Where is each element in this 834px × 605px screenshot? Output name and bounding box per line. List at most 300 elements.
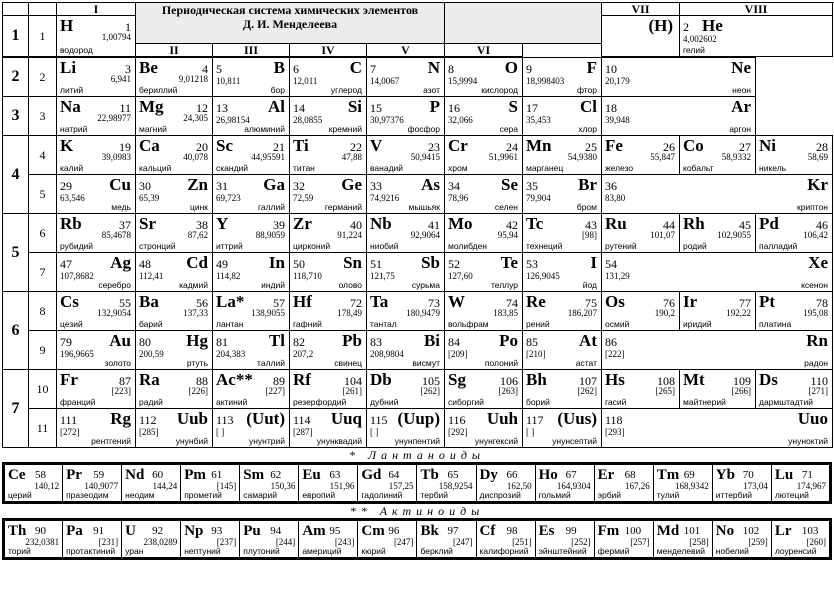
element-name: неон: [732, 85, 751, 95]
element-Na[interactable]: [57, 97, 136, 136]
element-symbol: Tc: [526, 214, 544, 233]
element-Mn[interactable]: [523, 136, 602, 175]
element-mass: 9,01218: [178, 74, 208, 84]
element-Sc[interactable]: [213, 136, 290, 175]
element-mass: 72,59: [293, 193, 314, 203]
element-name: унуноктий: [788, 436, 828, 446]
element-N[interactable]: [367, 58, 445, 97]
element-symbol: Er: [597, 467, 615, 483]
element-symbol: Uuo: [797, 409, 828, 428]
element-Lr[interactable]: [771, 520, 830, 559]
element-number: 49: [216, 257, 228, 271]
element-name: тулий: [656, 490, 680, 500]
element-Po[interactable]: [445, 331, 523, 370]
element-symbol: Fe: [605, 136, 623, 155]
element-name: унунтрий: [248, 436, 285, 446]
element-number: 31: [216, 179, 228, 193]
element-mass: 164,9304: [556, 481, 591, 491]
element-symbol: Mt: [683, 370, 705, 389]
group-header-II: II: [136, 44, 213, 57]
element-B[interactable]: [213, 58, 290, 97]
element-Cr[interactable]: [445, 136, 523, 175]
element-Uup[interactable]: [367, 409, 445, 448]
element-Gd[interactable]: [358, 464, 417, 503]
period-label: 3: [3, 97, 29, 136]
element-Ru[interactable]: [602, 214, 680, 253]
element-number: 48: [139, 257, 151, 271]
element-name: уран: [125, 546, 144, 556]
element-number: 99: [565, 525, 577, 537]
element-number: 113: [216, 413, 234, 427]
period-label: 6: [3, 292, 29, 370]
element-Se[interactable]: [445, 175, 523, 214]
element-mass: 162,50: [506, 481, 532, 491]
element-number: 92: [152, 525, 164, 537]
element-Ir[interactable]: [680, 292, 756, 331]
element-Pr[interactable]: [63, 464, 122, 503]
element-Ni[interactable]: [756, 136, 833, 175]
element-mass: [292]: [448, 427, 468, 437]
element-name: фосфор: [407, 124, 440, 134]
element-mass: 22,98977: [97, 113, 131, 123]
element-name: унунпентий: [394, 436, 440, 446]
element-Hs[interactable]: [602, 370, 680, 409]
element-Eu[interactable]: [299, 464, 358, 503]
element-number: 78: [816, 296, 828, 310]
element-mass: 92,9064: [410, 230, 440, 240]
element-symbol: Te: [500, 253, 518, 272]
element-Hg[interactable]: [136, 331, 213, 370]
element-Ar[interactable]: [602, 97, 756, 136]
element-name: кадмий: [179, 280, 208, 290]
element-name: радий: [139, 397, 163, 407]
element-Lu[interactable]: [771, 464, 830, 503]
element-number: 19: [119, 140, 131, 154]
element-Cs[interactable]: [57, 292, 136, 331]
element-number: 65: [447, 469, 459, 481]
element-number: 17: [526, 101, 538, 115]
element-mass: [244]: [275, 537, 296, 547]
element-symbol: Zn: [187, 175, 208, 194]
element-mass: 91,224: [337, 230, 362, 240]
element-Pd[interactable]: [756, 214, 833, 253]
element-Fm[interactable]: [594, 520, 653, 559]
element-Uus[interactable]: [523, 409, 602, 448]
element-symbol: Es: [538, 523, 555, 539]
element-mass: 102,9055: [717, 230, 751, 240]
element-symbol: He: [702, 16, 723, 35]
element-mass: 190,2: [654, 308, 675, 318]
element-name: иттербий: [715, 490, 753, 500]
element-Uub[interactable]: [136, 409, 213, 448]
element-name: олово: [338, 280, 362, 290]
element-Es[interactable]: [535, 520, 594, 559]
element-number: 12: [196, 101, 208, 115]
element-name: нептуний: [184, 546, 221, 556]
element-H-group7: (H): [602, 16, 680, 57]
element-mass: [98]: [582, 230, 597, 240]
element-Fe[interactable]: [602, 136, 680, 175]
element-name: тербий: [420, 490, 449, 500]
element-Li[interactable]: [57, 58, 136, 97]
element-Ce[interactable]: [4, 464, 63, 503]
element-Kr[interactable]: [602, 175, 833, 214]
element-name: литий: [60, 85, 84, 95]
element-name: менделевий: [656, 546, 706, 556]
element-name: железо: [605, 163, 634, 173]
element-number: 9: [526, 62, 532, 76]
element-Hf[interactable]: [290, 292, 367, 331]
element-number: 91: [93, 525, 105, 537]
element-Al[interactable]: [213, 97, 290, 136]
element-number: 75: [585, 296, 597, 310]
element-Cu[interactable]: [57, 175, 136, 214]
element-number: 86: [605, 335, 617, 349]
element-number: 102: [742, 525, 760, 537]
element-name: хром: [448, 163, 468, 173]
element-number: 60: [152, 469, 164, 481]
element-Si[interactable]: [290, 97, 367, 136]
element-symbol: Ne: [731, 58, 751, 77]
element-name: титан: [293, 163, 315, 173]
element-number: 28: [816, 140, 828, 154]
element-Rg[interactable]: [57, 409, 136, 448]
element-number: 90: [35, 525, 46, 537]
element-mass: 168,9342: [675, 481, 709, 491]
element-name: сиборгий: [448, 397, 484, 407]
group-header-VIII: VIII: [680, 3, 833, 16]
element-Ag[interactable]: [57, 253, 136, 292]
element-K[interactable]: [57, 136, 136, 175]
element-number: 57: [273, 296, 285, 310]
main-table: [2, 2, 833, 57]
element-Md[interactable]: [653, 520, 712, 559]
element-Mt[interactable]: [680, 370, 756, 409]
element-name: марганец: [526, 163, 564, 173]
element-name: европий: [302, 490, 336, 500]
element-name: ртуть: [186, 358, 208, 368]
element-number: 58: [35, 469, 46, 481]
element-Sb[interactable]: [367, 253, 445, 292]
element-Au[interactable]: [57, 331, 136, 370]
element-Th[interactable]: [4, 520, 63, 559]
element-mass: [265]: [655, 386, 675, 396]
element-mass: 35,453: [526, 115, 551, 125]
element-name: водород: [60, 45, 93, 55]
element-symbol: Yb: [715, 467, 735, 483]
element-Rh[interactable]: [680, 214, 756, 253]
element-name: радон: [804, 358, 828, 368]
element-mass: 15,9994: [448, 76, 478, 86]
element-mass: [257]: [630, 537, 650, 547]
element-Be[interactable]: [136, 58, 213, 97]
element-Ta[interactable]: [367, 292, 445, 331]
element-mass: 65,39: [139, 193, 160, 203]
element-symbol: Rb: [60, 214, 82, 233]
element-name: индий: [261, 280, 285, 290]
element-symbol: V: [370, 136, 383, 155]
element-P[interactable]: [367, 97, 445, 136]
element-number: 8: [448, 62, 454, 76]
element-number: 53: [526, 257, 538, 271]
element-Bi[interactable]: [367, 331, 445, 370]
element-symbol: Ds: [759, 370, 778, 389]
element-Cl[interactable]: [523, 97, 602, 136]
element-Cf[interactable]: [476, 520, 535, 559]
element-mass: [285]: [139, 427, 159, 437]
element-mass: 47,88: [341, 152, 362, 162]
element-name: таллий: [257, 358, 285, 368]
element-number: 89: [273, 374, 285, 388]
element-name: бор: [270, 85, 285, 95]
element-Nb[interactable]: [367, 214, 445, 253]
element-Ho[interactable]: [535, 464, 594, 503]
element-mass: 101,07: [650, 230, 675, 240]
element-I[interactable]: [523, 253, 602, 292]
element-Mo[interactable]: [445, 214, 523, 253]
element-Ac[interactable]: [213, 370, 290, 409]
element-symbol: No: [715, 523, 735, 539]
element-Sr[interactable]: [136, 214, 213, 253]
element-Rf[interactable]: [290, 370, 367, 409]
element-symbol: Pd: [759, 214, 779, 233]
element-number: 42: [506, 218, 518, 232]
element-W[interactable]: [445, 292, 523, 331]
element-Sg[interactable]: [445, 370, 523, 409]
element-number: 114: [293, 413, 311, 427]
element-number: 98: [506, 525, 518, 537]
element-symbol: Sc: [216, 136, 233, 155]
element-symbol: Uuh: [486, 409, 518, 428]
element-number: 56: [196, 296, 208, 310]
element-mass: 127,60: [448, 271, 473, 281]
element-Ra[interactable]: [136, 370, 213, 409]
element-Am[interactable]: [299, 520, 358, 559]
element-Ne[interactable]: [602, 58, 756, 97]
element-Mg[interactable]: [136, 97, 213, 136]
element-symbol: Re: [526, 292, 546, 311]
element-Tc[interactable]: [523, 214, 602, 253]
element-Yb[interactable]: [712, 464, 771, 503]
element-symbol: Pr: [66, 467, 82, 483]
element-Tb[interactable]: [417, 464, 476, 503]
element-symbol: Be: [139, 58, 158, 77]
element-Xe[interactable]: [602, 253, 833, 292]
element-name: майтнерий: [683, 397, 726, 407]
element-mass: 85,4678: [101, 230, 131, 240]
element-V[interactable]: [367, 136, 445, 175]
title-line2: Д. И. Менделеева: [242, 17, 338, 31]
element-Ti[interactable]: [290, 136, 367, 175]
element-Te[interactable]: [445, 253, 523, 292]
element-Ca[interactable]: [136, 136, 213, 175]
element-name: рений: [526, 319, 550, 329]
element-symbol: F: [586, 58, 597, 77]
element-Cd[interactable]: [136, 253, 213, 292]
element-Pb[interactable]: [290, 331, 367, 370]
element-Ge[interactable]: [290, 175, 367, 214]
element-mass: 1,00794: [101, 32, 131, 42]
element-number: 50: [293, 257, 305, 271]
element-Pa[interactable]: [63, 520, 122, 559]
element-mass: 40,078: [183, 152, 208, 162]
element-H[interactable]: [57, 16, 136, 57]
element-number: 13: [216, 101, 228, 115]
element-symbol: Mn: [526, 136, 552, 155]
element-Er[interactable]: [594, 464, 653, 503]
element-name: вольфрам: [448, 319, 489, 329]
element-At[interactable]: [523, 331, 602, 370]
element-number: 39: [273, 218, 285, 232]
element-symbol: Hg: [186, 331, 208, 350]
element-name: полоний: [484, 358, 518, 368]
row-label: 8: [29, 292, 57, 331]
element-symbol: Pa: [66, 523, 83, 539]
element-number: 73: [428, 296, 440, 310]
element-symbol: Np: [184, 523, 204, 539]
element-Cm[interactable]: [358, 520, 417, 559]
element-symbol: Cl: [580, 97, 597, 116]
element-symbol: Mg: [139, 97, 164, 116]
element-name: нобелий: [715, 546, 749, 556]
element-mass: 50,9415: [410, 152, 440, 162]
element-Uuh[interactable]: [445, 409, 523, 448]
element-number: 77: [739, 296, 751, 310]
element-name: гелий: [683, 45, 705, 55]
element-Dy[interactable]: [476, 464, 535, 503]
element-mass: 180,9479: [406, 308, 440, 318]
element-mass: 150,36: [270, 481, 296, 491]
element-Tm[interactable]: [653, 464, 712, 503]
element-mass: 138,9055: [251, 308, 285, 318]
element-Br[interactable]: [523, 175, 602, 214]
element-symbol: Ca: [139, 136, 160, 155]
element-name: стронций: [139, 241, 176, 251]
element-number: 16: [448, 101, 460, 115]
element-name: астат: [575, 358, 597, 368]
element-Zr[interactable]: [290, 214, 367, 253]
element-name: фермий: [597, 546, 630, 556]
element-mass: 39,0983: [101, 152, 131, 162]
element-symbol: Ru: [605, 214, 627, 233]
element-number: 80: [139, 335, 151, 349]
actinides-title: ** Актиноиды: [349, 504, 485, 518]
element-Os[interactable]: [602, 292, 680, 331]
element-number: 95: [329, 525, 341, 537]
element-number: 109: [733, 374, 751, 388]
element-symbol: Cf: [479, 523, 496, 539]
element-name: унунквадий: [316, 436, 362, 446]
element-U[interactable]: [122, 520, 181, 559]
element-mass: 208,9804: [370, 349, 404, 359]
element-symbol: Cm: [361, 523, 385, 539]
element-number: 6: [293, 62, 299, 76]
element-mass: [259]: [748, 537, 768, 547]
element-In[interactable]: [213, 253, 290, 292]
element-Rb[interactable]: [57, 214, 136, 253]
element-He[interactable]: [680, 16, 833, 57]
element-O[interactable]: [445, 58, 523, 97]
element-mass: 158,9254: [438, 481, 473, 491]
element-symbol: Rh: [683, 214, 705, 233]
element-number: 38: [196, 218, 208, 232]
element-Bk[interactable]: [417, 520, 476, 559]
element-symbol: Li: [60, 58, 77, 77]
element-As[interactable]: [367, 175, 445, 214]
element-number: 62: [270, 469, 282, 481]
element-La[interactable]: [213, 292, 290, 331]
element-mass: 24,305: [183, 113, 208, 123]
element-name: дубний: [370, 397, 399, 407]
element-S[interactable]: [445, 97, 523, 136]
element-mass: 118,710: [293, 271, 322, 281]
element-Ba[interactable]: [136, 292, 213, 331]
element-Ds[interactable]: [756, 370, 833, 409]
element-symbol: Pb: [342, 331, 362, 350]
element-name: гадолиний: [361, 490, 403, 500]
element-number: 66: [506, 469, 518, 481]
element-symbol: Lr: [774, 523, 792, 539]
element-mass: 10,811: [216, 76, 241, 86]
element-mass: [251]: [512, 537, 532, 547]
title-continuation: [445, 3, 602, 16]
element-Tl[interactable]: [213, 331, 290, 370]
element-Uut[interactable]: [213, 409, 290, 448]
element-number: 51: [370, 257, 382, 271]
element-name: галлий: [257, 202, 285, 212]
element-Pt[interactable]: [756, 292, 833, 331]
element-Y[interactable]: [213, 214, 290, 253]
element-Rn[interactable]: [602, 331, 833, 370]
element-Co[interactable]: [680, 136, 756, 175]
element-mass: 87,62: [187, 230, 208, 240]
element-Sm[interactable]: [240, 464, 299, 503]
element-Uuo[interactable]: [602, 409, 833, 448]
element-Uuq[interactable]: [290, 409, 367, 448]
element-Pu[interactable]: [240, 520, 299, 559]
element-mass: 28,0855: [293, 115, 323, 125]
element-symbol: Dy: [479, 467, 498, 483]
element-name: углерод: [330, 85, 362, 95]
element-Np[interactable]: [181, 520, 240, 559]
element-Re[interactable]: [523, 292, 602, 331]
element-Db[interactable]: [367, 370, 445, 409]
element-Ga[interactable]: [213, 175, 290, 214]
element-number: 67: [565, 469, 577, 481]
element-Pm[interactable]: [181, 464, 240, 503]
element-C[interactable]: [290, 58, 367, 97]
element-mass: 63,546: [60, 193, 85, 203]
element-Fr[interactable]: [57, 370, 136, 409]
element-name: унунсептий: [552, 436, 597, 446]
element-Zn[interactable]: [136, 175, 213, 214]
element-mass: [145]: [216, 481, 237, 491]
element-Bh[interactable]: [523, 370, 602, 409]
element-number: 106: [500, 374, 518, 388]
element-mass: [271]: [808, 386, 828, 396]
element-No[interactable]: [712, 520, 771, 559]
element-mass: [227]: [265, 386, 285, 396]
element-name: плутоний: [243, 546, 280, 556]
element-number: 4: [202, 62, 208, 76]
element-Nd[interactable]: [122, 464, 181, 503]
element-number: 112: [139, 413, 157, 427]
element-Sn[interactable]: [290, 253, 367, 292]
element-name: хлор: [578, 124, 597, 134]
element-F[interactable]: [523, 58, 602, 97]
element-name: калифорний: [479, 546, 529, 556]
element-mass: 200,59: [139, 349, 164, 359]
